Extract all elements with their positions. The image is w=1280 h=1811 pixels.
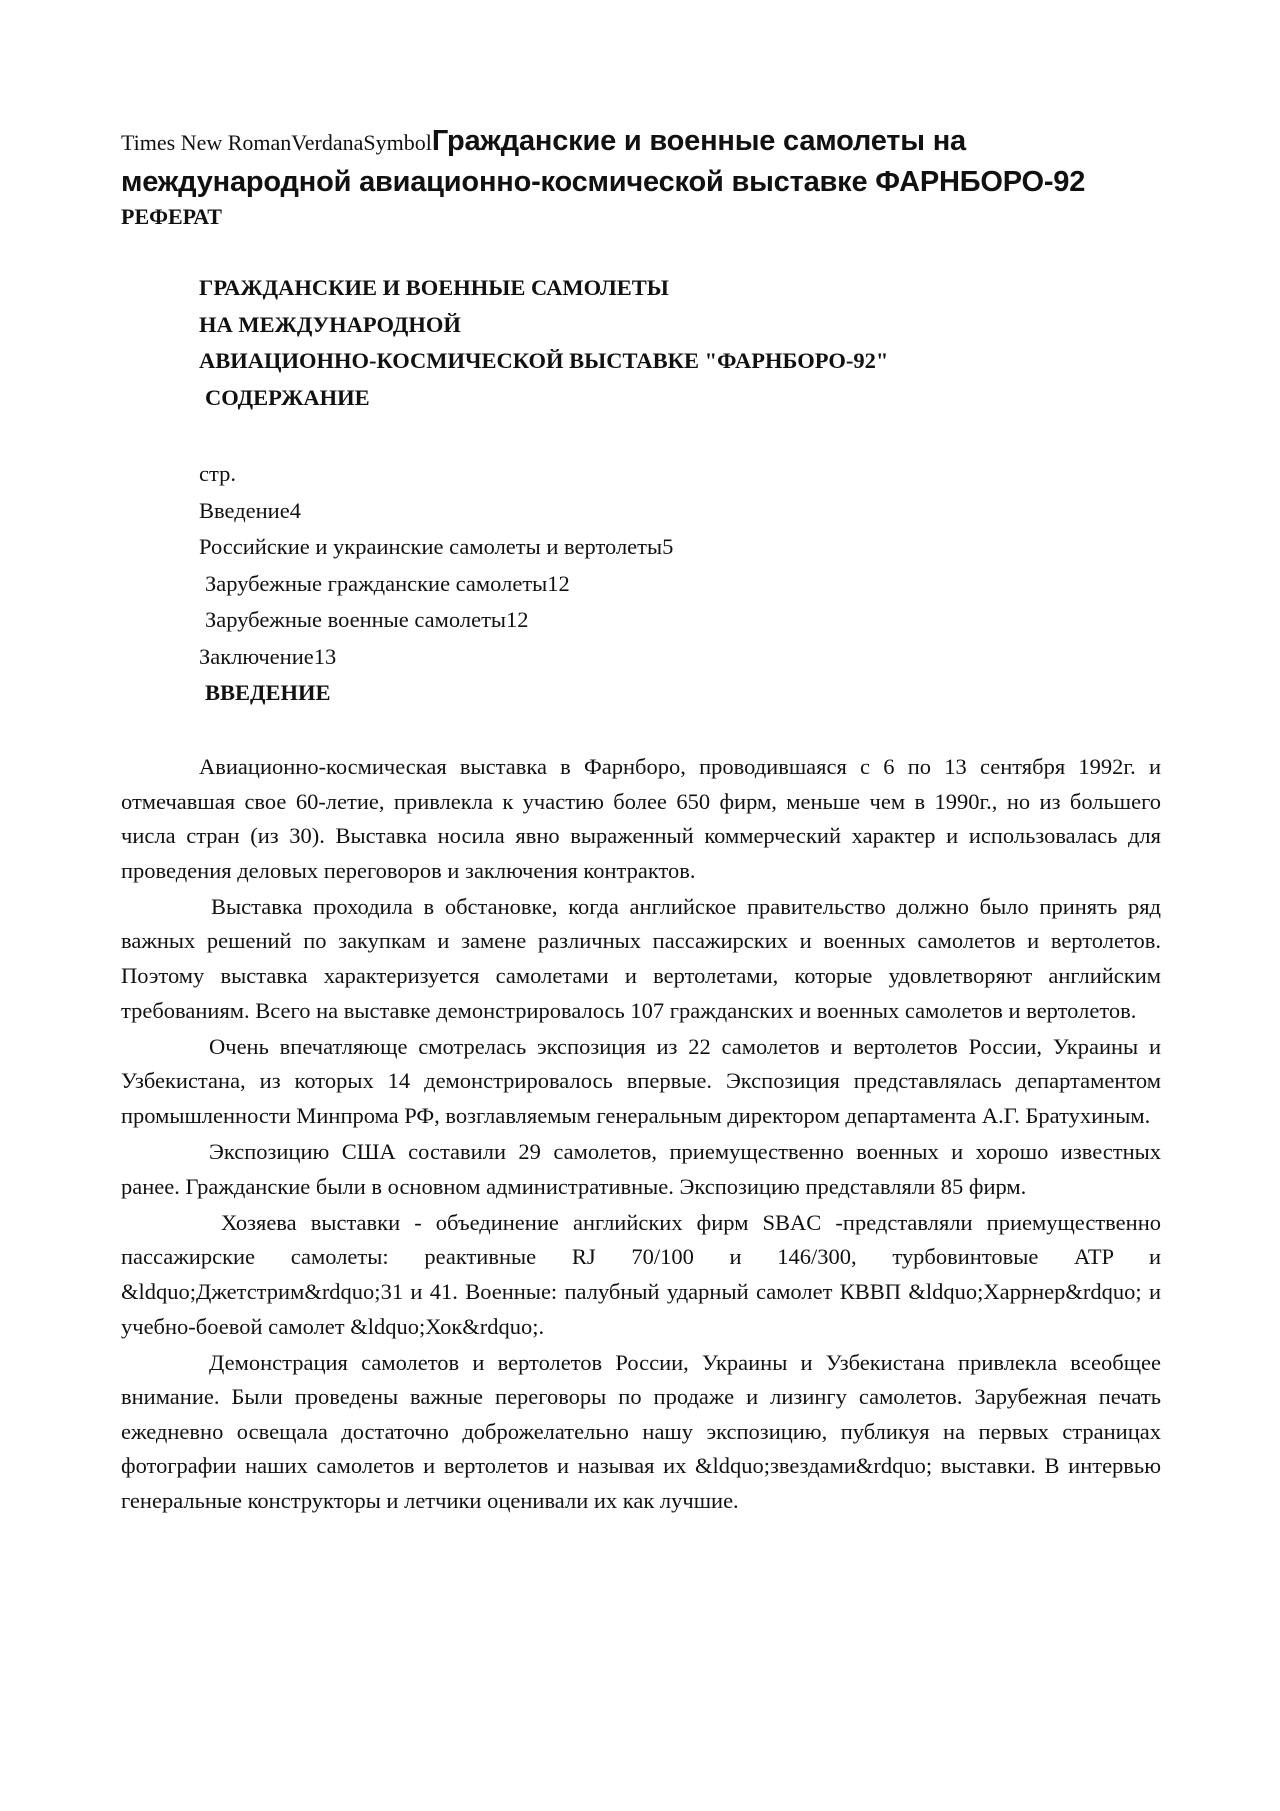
body-paragraph: Хозяева выставки - объединение английских фирм SBAC -представляли приемущественно пассажирские самолеты: реактивные RJ 70/100 и 146/300, турбовинтовые ATP и &ldquo;Джетстрим&rdquo;31 и 41. Военные: палубный ударный самолет КВВП &ldquo;Харрнер&rdquo; и учебно-боевой самолет &ldquo;Хок&rdquo;. — [121, 1209, 1161, 1339]
document-title-part-1: Гражданские и военные самолеты на — [431, 125, 966, 157]
toc-item: Введение4 — [199, 497, 301, 523]
contents-heading: СОДЕРЖАНИЕ — [205, 384, 370, 410]
caps-title-block — [199, 270, 888, 416]
toc-item: Зарубежные гражданские самолеты12 — [205, 570, 570, 596]
document-header — [121, 122, 1161, 232]
caps-title-line-3: АВИАЦИОННО-КОСМИЧЕСКОЙ ВЫСТАВКЕ "ФАРНБОРО-92" — [199, 348, 889, 373]
toc-item: Российские и украинские самолеты и вертолеты5 — [199, 534, 674, 559]
body-paragraph: Выставка проходила в обстановке, когда английское правительство должно было принять ряд важных решений по закупкам и замене различных пассажирских и военных самолетов и вертолетов. Поэтому выставка характеризуется самолетами и вертолетами, которые удовлетворяют английским требованиям. Всего на выставке демонстрировалось 107 гражданских и военных самолетов и вертолетов. — [121, 893, 1161, 1023]
body-paragraph: Экспозицию США составили 29 самолетов, приемущественно военных и хорошо известных ранее. Гражданские были в основном административные. Экспозицию представляли 85 фирм. — [121, 1139, 1161, 1199]
introduction-heading: ВВЕДЕНИЕ — [205, 680, 331, 705]
caps-title-line-1: ГРАЖДАНСКИЕ И ВОЕННЫЕ САМОЛЕТЫ — [199, 275, 669, 300]
body-paragraph: Авиационно-космическая выставка в Фарнборо, проводившаяся с 6 по 13 сентября 1992г. и отмечавшая свое 60-летие, привлекла к участию более 650 фирм, меньше чем в 1990г., но из большего числа стран (из 30). Выставка носила явно выраженный коммерческий характер и использовалась для проведения деловых переговоров и заключения контрактов. — [121, 754, 1161, 883]
document-type-label: РЕФЕРАТ — [121, 204, 222, 229]
toc-page-label: стр. — [199, 461, 236, 486]
document-title-part-2: международной авиационно-космической выставке ФАРНБОРО-92 — [121, 166, 1086, 198]
body-paragraph: Очень впечатляюще смотрелась экспозиция из 22 самолетов и вертолетов России, Украины и Узбекистана, из которых 14 демонстрировалось впервые. Экспозиция представлялась департаментом промышленности Минпрома РФ, возглавляемым генеральным директором департамента А.Г. Братухиным. — [121, 1033, 1161, 1128]
body-paragraph: Демонстрация самолетов и вертолетов России, Украины и Узбекистана привлекла всеобщее внимание. Были проведены важные переговоры по продаже и лизингу самолетов. Зарубежная печать ежедневно освещала достаточно доброжелательно нашу экспозицию, публикуя на первых страницах фотографии наших самолетов и вертолетов и называя их &ldquo;звездами&rdquo; выставки. В интервью генеральные конструкторы и летчики оценивали их как лучшие. — [121, 1349, 1161, 1513]
font-list-text: Times New RomanVerdanaSymbol — [121, 130, 432, 155]
table-of-contents — [199, 456, 673, 712]
caps-title-line-2: НА МЕЖДУНАРОДНОЙ — [199, 311, 461, 337]
toc-item: Заключение13 — [199, 643, 337, 669]
toc-item: Зарубежные военные самолеты12 — [205, 607, 529, 632]
title-line-1 — [121, 122, 1161, 162]
body-text — [121, 750, 1161, 1520]
